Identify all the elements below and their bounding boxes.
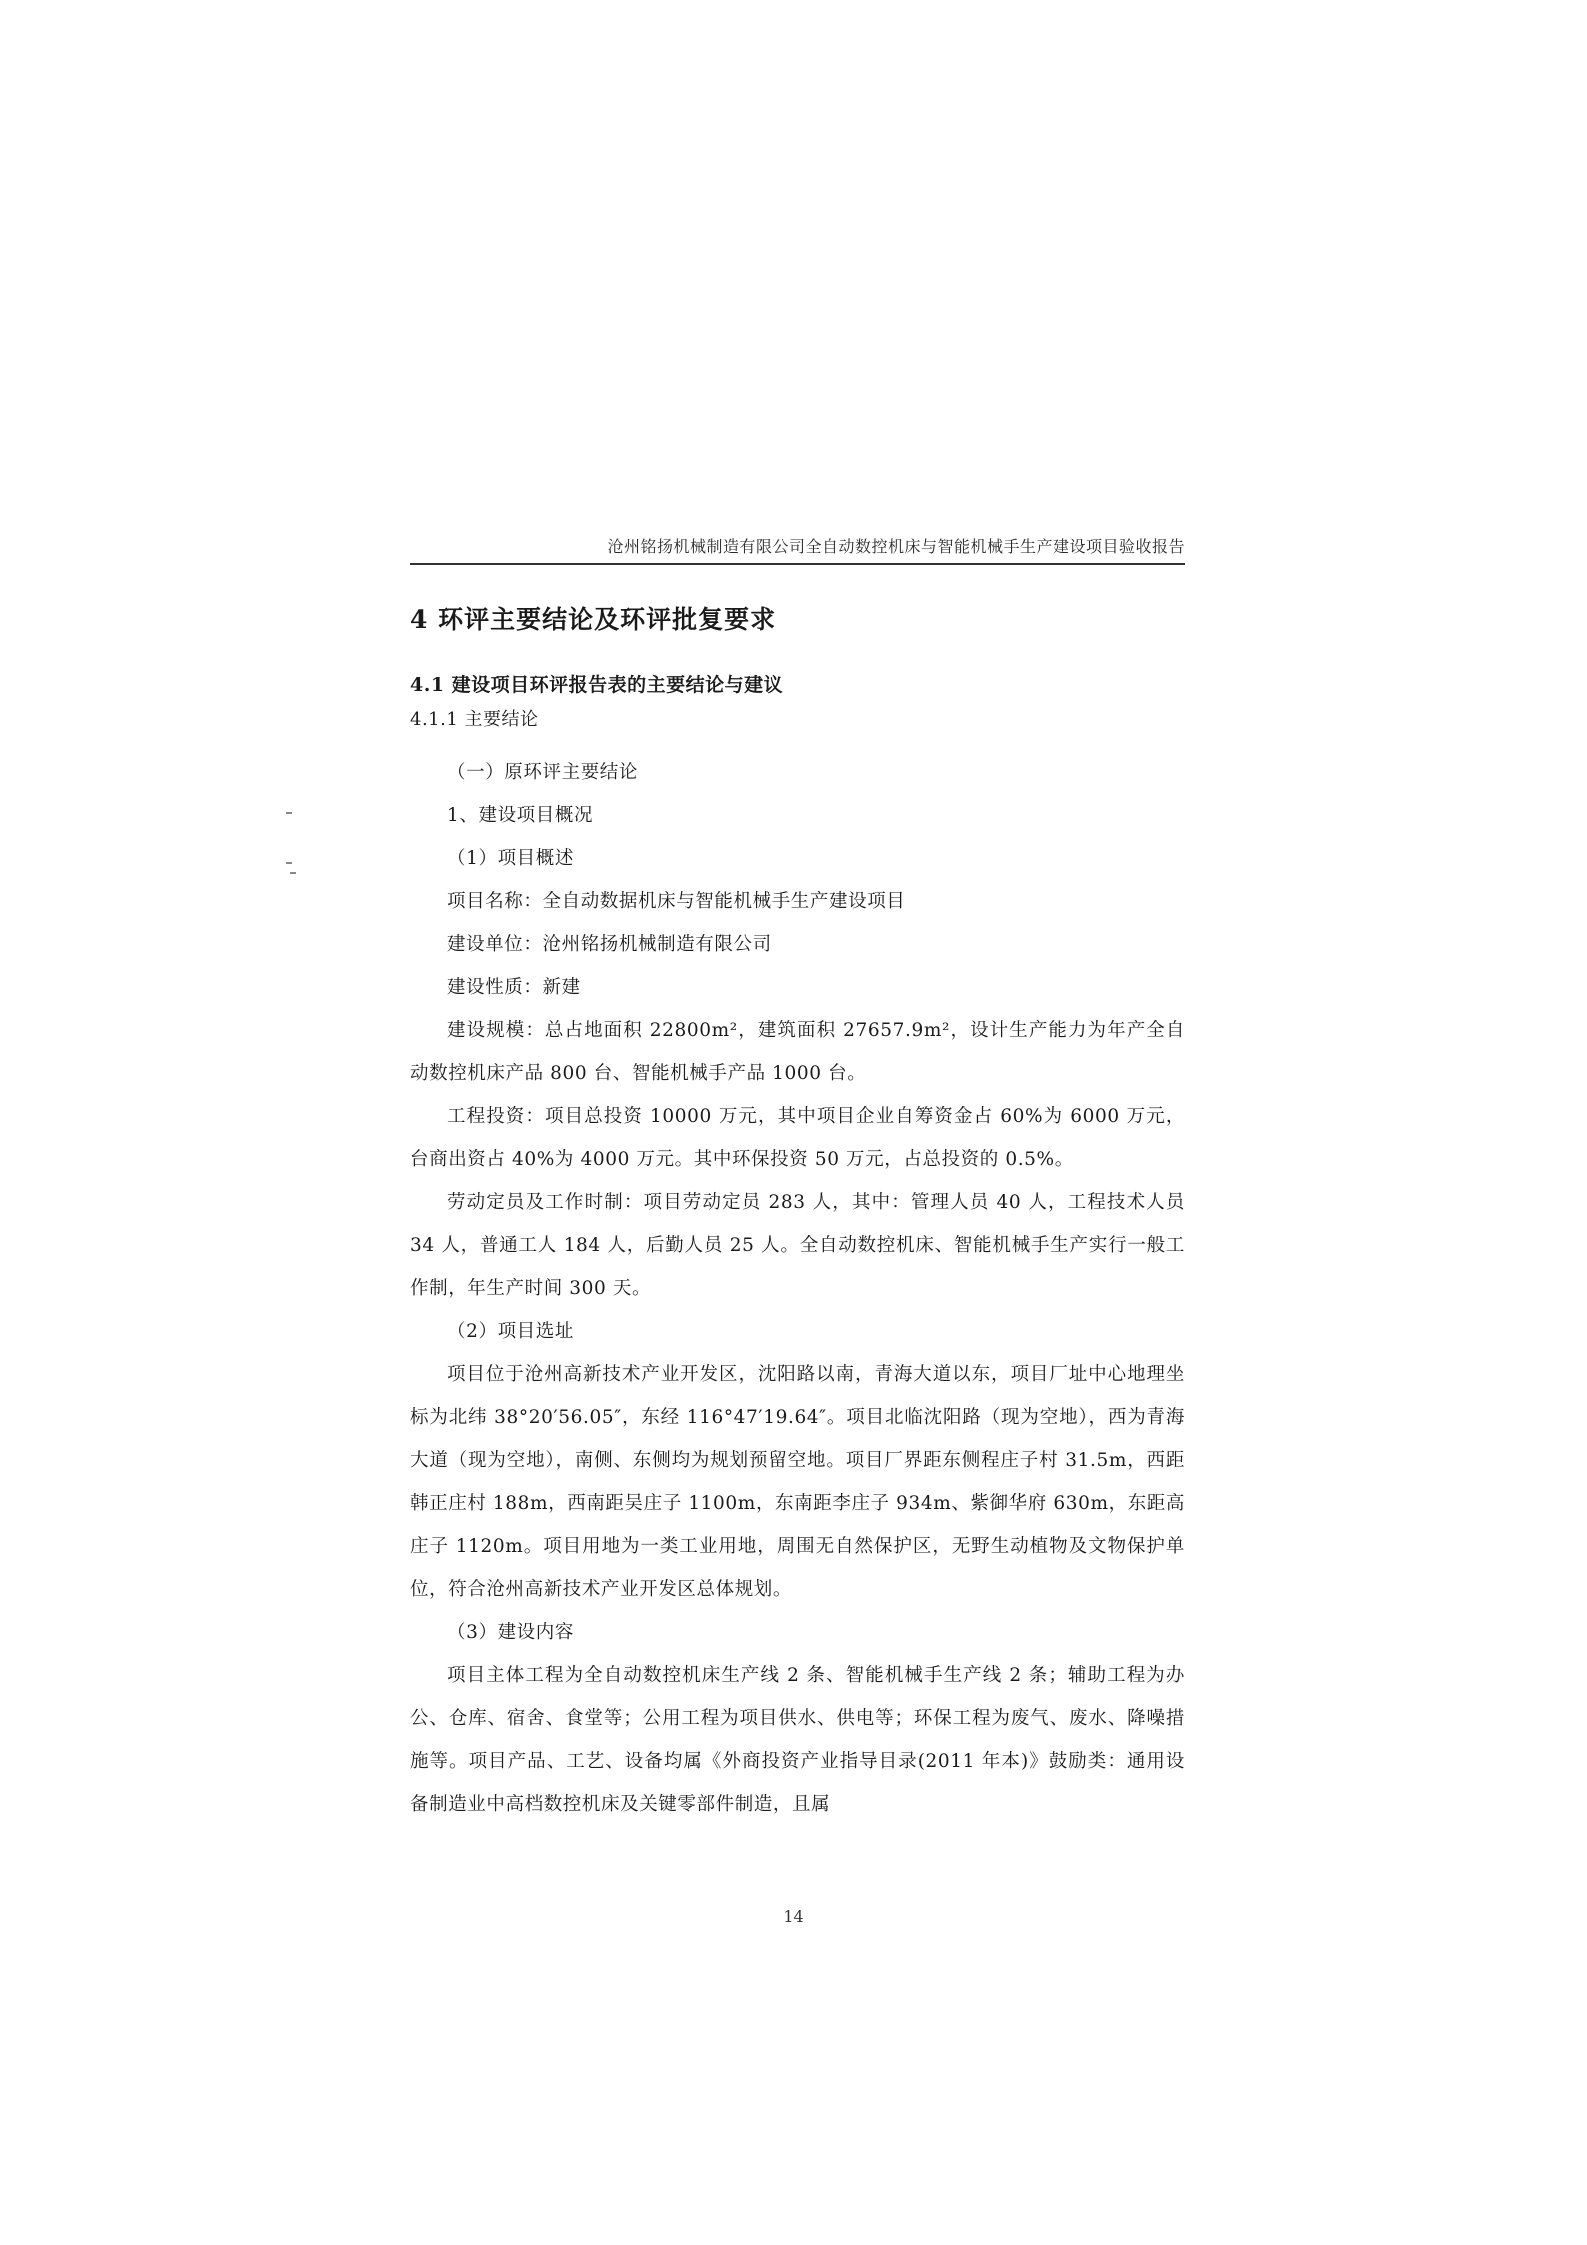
heading-site-selection: （2）项目选址 [447, 1321, 574, 1342]
header-rule [410, 563, 1185, 565]
running-header: 沧州铭扬机械制造有限公司全自动数控机床与智能机械手生产建设项目验收报告 [607, 537, 1185, 556]
page-content [410, 600, 1185, 1826]
nature-paragraph: 建设性质：新建 [447, 977, 581, 998]
site-paragraph: 项目位于沧州高新技术产业开发区，沈阳路以南，青海大道以东，项目厂址中心地理坐标为北纬 38°20′56.05″，东经 116°47′19.64″。项目北临沈阳路（现为空地），西为青海大道（现为空地），南侧、东侧均为规划预留空地。项目厂界距东侧程庄子村 31.5m，西距韩正庄村 188m，西南距吴庄子 1100m，东南距李庄子 934m、紫御华府 630m，东距高庄子 1120m。项目用地为一类工业用地，周围无自然保护区，无野生动植物及文物保护单位，符合沧州高新技术产业开发区总体规划。 [410, 1364, 1186, 1600]
subsection-title: 4.1.1 主要结论 [410, 709, 539, 730]
construction-paragraph: 项目主体工程为全自动数控机床生产线 2 条、智能机械手生产线 2 条；辅助工程为办公、仓库、宿舍、食堂等；公用工程为项目供水、供电等；环保工程为废气、废水、降噪措施等。项目产品、工艺、设备均属《外商投资产业指导目录(2011 年本)》鼓励类：通用设备制造业中高档数控机床及关键零部件制造，且属 [410, 1665, 1185, 1815]
heading-project-summary: （1）项目概述 [447, 848, 574, 869]
page-number: 14 [783, 1907, 804, 1926]
scale-paragraph: 建设规模：总占地面积 22800m²，建筑面积 27657.9m²，设计生产能力为年产全自动数控机床产品 800 台、智能机械手产品 1000 台。 [410, 1020, 1185, 1084]
chapter-title: 4 环评主要结论及环评批复要求 [410, 605, 777, 634]
scan-speck [286, 862, 292, 864]
heading-original-conclusions: （一）原环评主要结论 [447, 762, 639, 783]
heading-construction-content: （3）建设内容 [447, 1622, 574, 1643]
project-name-paragraph: 项目名称：全自动数据机床与智能机械手生产建设项目 [447, 891, 906, 912]
heading-project-overview: 1、建设项目概况 [447, 805, 594, 826]
staffing-paragraph: 劳动定员及工作时制：项目劳动定员 283 人，其中：管理人员 40 人，工程技术人员 34 人，普通工人 184 人，后勤人员 25 人。全自动数控机床、智能机械手生产实行一般工作制，年生产时间 300 天。 [410, 1192, 1185, 1299]
builder-paragraph: 建设单位：沧州铭扬机械制造有限公司 [447, 934, 772, 955]
investment-paragraph: 工程投资：项目总投资 10000 万元，其中项目企业自筹资金占 60%为 6000 万元，台商出资占 40%为 4000 万元。其中环保投资 50 万元，占总投资的 0.5%。 [410, 1106, 1185, 1170]
scan-speck [290, 872, 296, 874]
section-title: 4.1 建设项目环评报告表的主要结论与建议 [410, 674, 784, 696]
scan-speck [286, 812, 292, 814]
